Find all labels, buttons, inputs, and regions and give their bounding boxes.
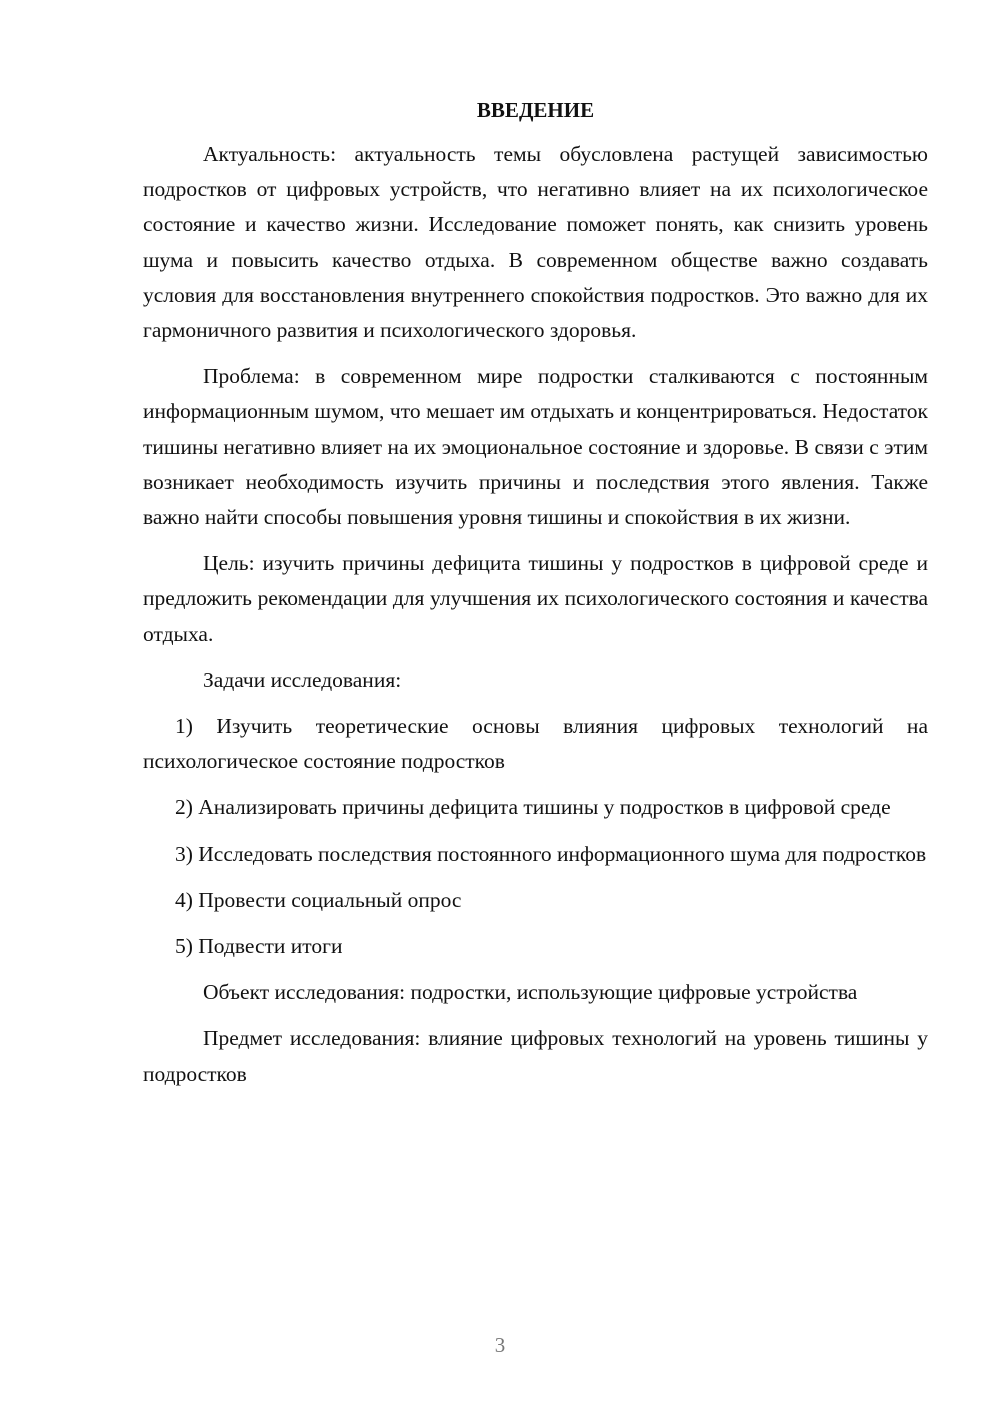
page-content [143, 94, 928, 1103]
task-item-5: 5) Подвести итоги [175, 934, 343, 959]
problem-paragraph: Проблема: в современном мире подростки сталкиваются с постоянным информационным шумом, что мешает им отдыхать и концентрироваться. Недостаток тишины негативно влияет на их эмоциональное состояние и здоровье. В связи с этим возникает необходимость изучить причины и последствия этого явления. Также важно найти способы повышения уровня тишины и спокойствия в их жизни. [143, 364, 928, 530]
task-item-1: 1) Изучить теоретические основы влияния цифровых технологий на психологическое состояние подростков [143, 714, 928, 774]
section-heading: ВВЕДЕНИЕ [476, 98, 595, 122]
page-number: 3 [494, 1333, 506, 1357]
subject-paragraph: Предмет исследования: влияние цифровых технологий на уровень тишины у подростков [143, 1026, 928, 1086]
tasks-heading: Задачи исследования: [203, 667, 402, 692]
goal-paragraph: Цель: изучить причины дефицита тишины у подростков в цифровой среде и предложить рекомендации для улучшения их психологического состояния и качества отдыха. [143, 551, 928, 646]
task-item-4: 4) Провести социальный опрос [175, 887, 462, 912]
relevance-paragraph: Актуальность: актуальность темы обусловлена растущей зависимостью подростков от цифровых устройств, что негативно влияет на их психологическое состояние и качество жизни. Исследование поможет понять, как снизить уровень шума и повысить качество отдыха. В современном обществе важно создавать условия для восстановления внутреннего спокойствия подростков. Это важно для их гармоничного развития и психологического здоровья. [143, 142, 928, 343]
task-item-3: 3) Исследовать последствия постоянного информационного шума для подростков [175, 841, 927, 866]
object-paragraph: Объект исследования: подростки, использующие цифровые устройства [203, 980, 858, 1005]
task-item-2: 2) Анализировать причины дефицита тишины у подростков в цифровой среде [175, 795, 891, 820]
